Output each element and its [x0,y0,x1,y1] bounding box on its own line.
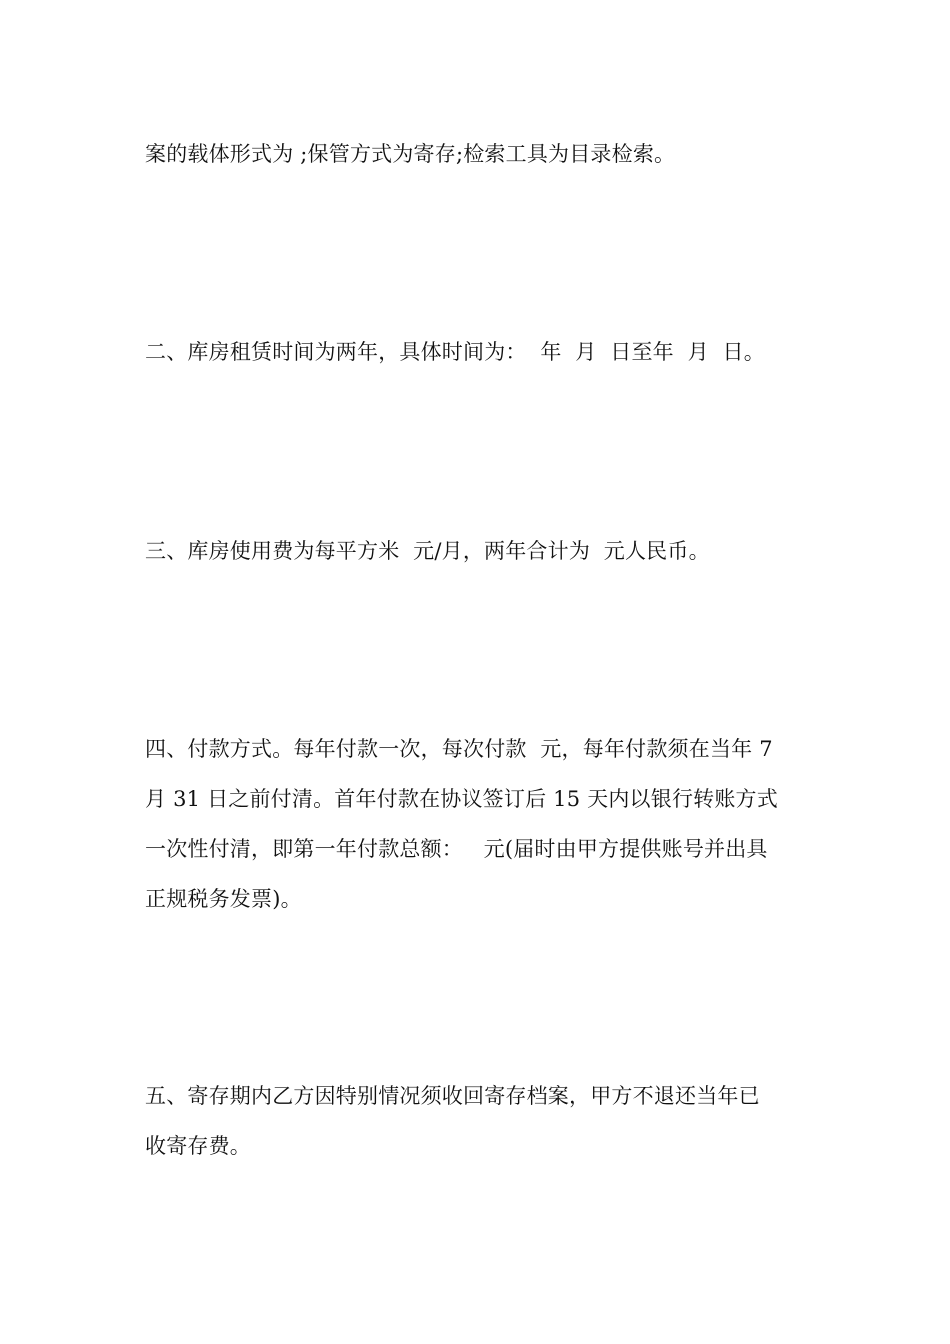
paragraph-4-line-2: 月 31 日之前付清。首年付款在协议签订后 15 天内以银行转账方式 [145,787,778,811]
paragraph-1-line-1: 案的载体形式为 ;保管方式为寄存;检索工具为目录检索。 [145,142,676,166]
paragraph-3-line-1: 三、库房使用费为每平方米 元/月，两年合计为 元人民币。 [145,539,710,563]
paragraph-2-line-1: 二、库房租赁时间为两年，具体时间为： 年 月 日至年 月 日。 [145,340,765,364]
paragraph-5-line-2: 收寄存费。 [145,1134,251,1158]
paragraph-4-line-4: 正规税务发票)。 [145,887,302,911]
paragraph-4-line-3: 一次性付清，即第一年付款总额： 元(届时由甲方提供账号并出具 [145,837,768,861]
paragraph-4-line-1: 四、付款方式。每年付款一次，每次付款 元，每年付款须在当年 7 [145,737,773,761]
paragraph-5-line-1: 五、寄存期内乙方因特别情况须收回寄存档案，甲方不退还当年已 [145,1084,760,1108]
